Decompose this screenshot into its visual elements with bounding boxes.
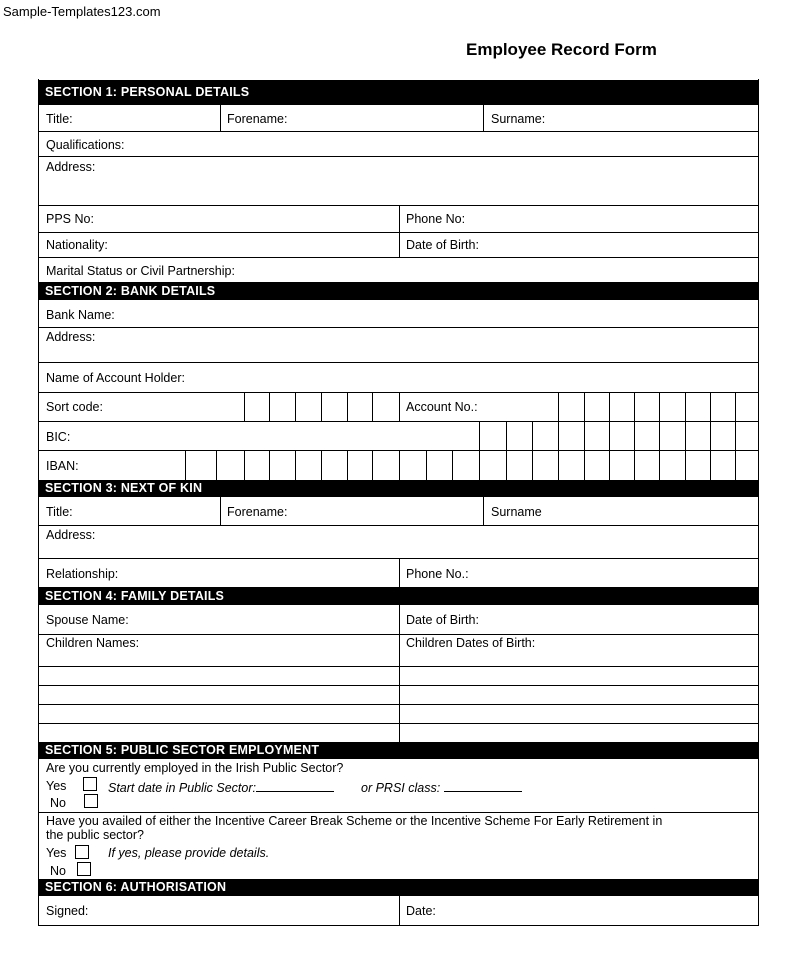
q1-yes-checkbox[interactable]	[83, 777, 97, 791]
iban-box[interactable]	[609, 450, 610, 480]
bic-box[interactable]	[735, 421, 736, 450]
iban-box[interactable]	[634, 450, 635, 480]
divider	[399, 605, 400, 742]
iban-box[interactable]	[216, 450, 217, 480]
account-no-box[interactable]	[685, 392, 686, 421]
iban-box[interactable]	[710, 450, 711, 480]
section-2-header: SECTION 2: BANK DETAILS	[38, 282, 759, 300]
iban-box[interactable]	[372, 450, 373, 480]
row-line	[38, 421, 759, 422]
bic-box[interactable]	[609, 421, 610, 450]
kin-forename-label: Forename:	[227, 505, 288, 519]
sort-code-box[interactable]	[269, 392, 270, 421]
row-line	[38, 232, 759, 233]
kin-title-label: Title:	[46, 505, 73, 519]
address-label: Address:	[46, 160, 96, 174]
iban-box[interactable]	[479, 450, 480, 480]
signed-label: Signed:	[46, 904, 89, 918]
row-line	[38, 156, 759, 157]
bank-address-label: Address:	[46, 330, 96, 344]
nationality-label: Nationality:	[46, 238, 108, 252]
section-1-header: SECTION 1: PERSONAL DETAILS	[38, 80, 759, 105]
watermark: Sample-Templates123.com	[3, 4, 161, 19]
q1-yes-label: Yes	[46, 779, 67, 793]
q1-text: Are you currently employed in the Irish Public Sector?	[46, 761, 344, 775]
iban-box[interactable]	[558, 450, 559, 480]
q2-no-label: No	[50, 864, 66, 878]
row-line	[38, 723, 759, 724]
row-line	[38, 634, 759, 635]
account-no-box[interactable]	[584, 392, 585, 421]
divider	[220, 105, 221, 132]
iban-box[interactable]	[426, 450, 427, 480]
q2-text-line2: the public sector?	[46, 828, 144, 842]
title-label: Title:	[46, 112, 73, 126]
row-line	[38, 704, 759, 705]
prsi-label: or PRSI class:	[361, 779, 522, 795]
row-line	[38, 685, 759, 686]
date-label: Date:	[406, 904, 436, 918]
marital-status-label: Marital Status or Civil Partnership:	[46, 264, 235, 278]
bic-label: BIC:	[46, 430, 71, 444]
qualifications-label: Qualifications:	[46, 138, 125, 152]
kin-address-label: Address:	[46, 528, 96, 542]
q2-yes-label: Yes	[46, 846, 67, 860]
row-line	[38, 525, 759, 526]
phone-label: Phone No:	[406, 212, 466, 226]
row-line	[38, 327, 759, 328]
iban-box[interactable]	[659, 450, 660, 480]
account-no-box[interactable]	[735, 392, 736, 421]
bank-name-label: Bank Name:	[46, 308, 115, 322]
q1-no-label: No	[50, 796, 66, 810]
kin-surname-label: Surname	[491, 505, 542, 519]
surname-label: Surname:	[491, 112, 546, 126]
account-no-box[interactable]	[609, 392, 610, 421]
form-border-right	[758, 79, 759, 926]
section-5-header: SECTION 5: PUBLIC SECTOR EMPLOYMENT	[38, 742, 759, 759]
divider	[483, 105, 484, 132]
bic-box[interactable]	[532, 421, 533, 450]
spouse-dob-label: Date of Birth:	[406, 613, 479, 627]
iban-box[interactable]	[735, 450, 736, 480]
iban-box[interactable]	[506, 450, 507, 480]
account-no-box[interactable]	[710, 392, 711, 421]
sort-code-box[interactable]	[295, 392, 296, 421]
sort-code-box[interactable]	[347, 392, 348, 421]
divider	[220, 497, 221, 526]
bic-box[interactable]	[659, 421, 660, 450]
bic-box[interactable]	[479, 421, 480, 450]
form-title: Employee Record Form	[466, 40, 657, 59]
iban-box[interactable]	[347, 450, 348, 480]
details-label: If yes, please provide details.	[108, 846, 270, 860]
account-no-box[interactable]	[558, 392, 559, 421]
bic-box[interactable]	[685, 421, 686, 450]
children-dob-label: Children Dates of Birth:	[406, 636, 536, 650]
iban-box[interactable]	[532, 450, 533, 480]
iban-box[interactable]	[321, 450, 322, 480]
iban-box[interactable]	[399, 450, 400, 480]
row-line	[38, 257, 759, 258]
iban-label: IBAN:	[46, 459, 79, 473]
bic-box[interactable]	[506, 421, 507, 450]
bic-box[interactable]	[710, 421, 711, 450]
iban-box[interactable]	[185, 450, 186, 480]
bic-box[interactable]	[584, 421, 585, 450]
account-no-box[interactable]	[634, 392, 635, 421]
pps-label: PPS No:	[46, 212, 94, 226]
form-border-left	[38, 79, 39, 926]
account-holder-label: Name of Account Holder:	[46, 371, 185, 385]
sort-code-box[interactable]	[372, 392, 373, 421]
iban-box[interactable]	[295, 450, 296, 480]
bic-box[interactable]	[558, 421, 559, 450]
row-line	[38, 362, 759, 363]
divider	[399, 392, 400, 421]
forename-label: Forename:	[227, 112, 288, 126]
section-3-header: SECTION 3: NEXT OF KIN	[38, 480, 759, 497]
q1-no-checkbox[interactable]	[84, 794, 98, 808]
kin-phone-label: Phone No.:	[406, 567, 469, 581]
section-6-header: SECTION 6: AUTHORISATION	[38, 879, 759, 896]
start-date-label: Start date in Public Sector:	[108, 779, 334, 795]
divider	[483, 497, 484, 526]
divider	[399, 558, 400, 587]
account-no-box[interactable]	[659, 392, 660, 421]
row-line	[38, 812, 759, 813]
bic-box[interactable]	[634, 421, 635, 450]
q2-no-checkbox[interactable]	[77, 862, 91, 876]
section-4-header: SECTION 4: FAMILY DETAILS	[38, 587, 759, 605]
q2-yes-checkbox[interactable]	[75, 845, 89, 859]
iban-box[interactable]	[584, 450, 585, 480]
account-no-label: Account No.:	[406, 400, 478, 414]
sort-code-box[interactable]	[244, 392, 245, 421]
dob-label: Date of Birth:	[406, 238, 479, 252]
iban-box[interactable]	[452, 450, 453, 480]
iban-box[interactable]	[269, 450, 270, 480]
relationship-label: Relationship:	[46, 567, 119, 581]
row-line	[38, 666, 759, 667]
divider	[399, 896, 400, 926]
spouse-name-label: Spouse Name:	[46, 613, 129, 627]
children-names-label: Children Names:	[46, 636, 140, 650]
sort-code-box[interactable]	[321, 392, 322, 421]
sort-code-label: Sort code:	[46, 400, 103, 414]
row-line	[38, 131, 759, 132]
iban-box[interactable]	[244, 450, 245, 480]
iban-box[interactable]	[685, 450, 686, 480]
q2-text-line1: Have you availed of either the Incentive Career Break Scheme or the Incentive Scheme For Early Retirement in	[46, 814, 663, 828]
